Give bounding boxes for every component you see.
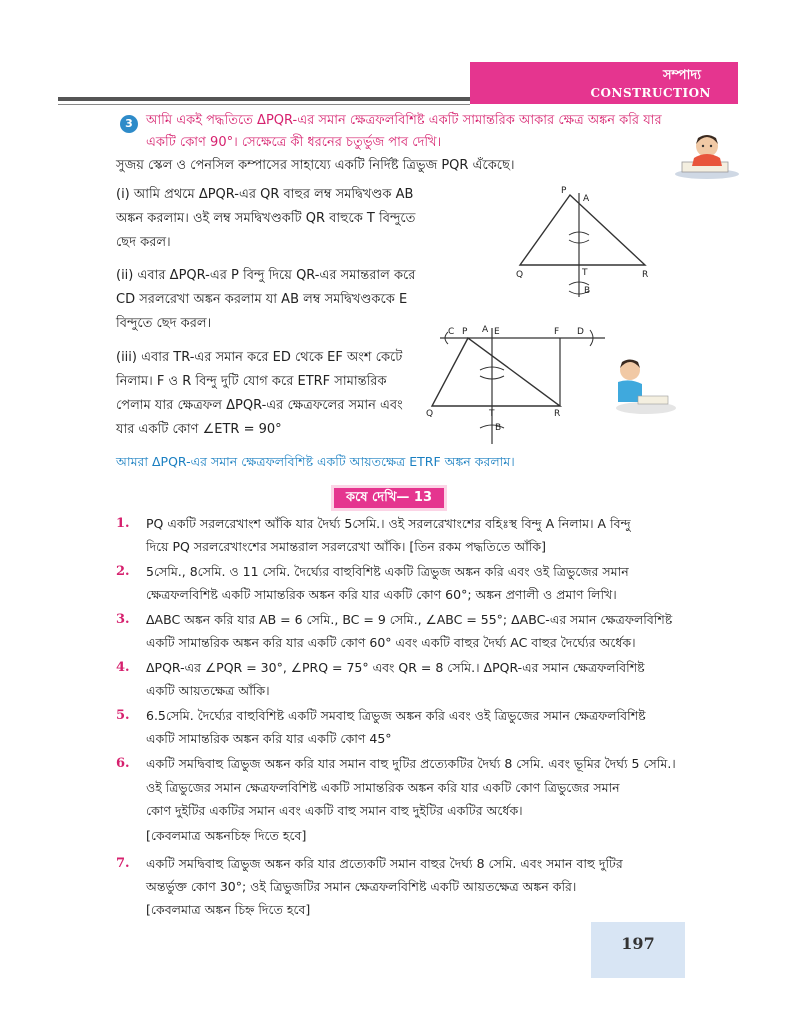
- question-6-line-1: একটি সমদ্বিবাহু ত্রিভুজ অঙ্কন করি যার সমান বাহু দুটির প্রত্যেকটির দৈর্ঘ্য 8 সেমি. এবং ভূমির দৈর্ঘ্য 5 সেমি.।: [146, 756, 676, 771]
- question-1-line-1: PQ একটি সরলরেখাংশ আঁকি যার দৈর্ঘ্য 5সেমি.। ওই সরলরেখাংশের বহিঃস্থ বিন্দু A নিলাম। A বিন্দু: [146, 516, 631, 531]
- question-number: 3.: [116, 612, 130, 627]
- fig2-label-C: C: [448, 327, 455, 337]
- step-1-text: (i) আমি প্রথমে ΔPQR-এর QR বাহুর লম্ব সমদ্বিখণ্ডক AB অঙ্কন করলাম। ওই লম্ব সমদ্বিখণ্ডকটি QR বাহুকে T বিন্দুতে ছেদ করল।: [116, 187, 416, 250]
- fig1-label-A: A: [583, 194, 590, 204]
- question-number: 2.: [116, 564, 130, 579]
- question-2-line-1: 5সেমি., 8সেমি. ও 11 সেমি. দৈর্ঘ্যের বাহুবিশিষ্ট একটি ত্রিভুজ অঙ্কন করি এবং ওই ত্রিভুজের সমান: [146, 564, 629, 579]
- question-6-line-2: ওই ত্রিভুজের সমান ক্ষেত্রফলবিশিষ্ট একটি সামান্তরিক অঙ্কন করি যার একটি কোণ ত্রিভুজের সমান: [146, 780, 620, 795]
- question-1-line-2: দিয়ে PQ সরলরেখাংশের সমান্তরাল সরলরেখা আঁকি। [তিন রকম পদ্ধতিতে আঁকি]: [146, 539, 546, 554]
- intro-subtext: সুজয় স্কেল ও পেনসিল কম্পাসের সাহায্যে একটি নির্দিষ্ট ত্রিভুজ PQR এঁকেছে।: [116, 158, 515, 173]
- fig2-label-E: E: [494, 327, 500, 337]
- fig2-label-T: T: [489, 409, 495, 419]
- chapter-title-bengali: সম্পাদ্য: [662, 68, 701, 83]
- question-6-line-3: কোণ দুইটির একটির সমান এবং একটি বাহু সমান বাহু দুইটির একটির অর্ধেক।: [146, 803, 523, 818]
- chapter-title-english: CONSTRUCTION: [590, 86, 711, 100]
- question-2-line-2: ক্ষেত্রফলবিশিষ্ট একটি সামান্তরিক অঙ্কন করি যার একটি কোণ 60°; অঙ্কন প্রণালী ও প্রমাণ লিখি।: [146, 587, 617, 602]
- question-4-line-1: ΔPQR-এর ∠PQR = 30°, ∠PRQ = 75° এবং QR = 8 সেমি.। ΔPQR-এর সমান ক্ষেত্রফলবিশিষ্ট: [146, 660, 645, 675]
- question-7-line-2: অন্তর্ভুক্ত কোণ 30°; ওই ত্রিভুজটির সমান ক্ষেত্রফলবিশিষ্ট একটি আয়তক্ষেত্র অঙ্কন করি।: [146, 879, 577, 894]
- figure-triangle-perpendicular-bisector: [505, 185, 665, 305]
- question-5-line-1: 6.5সেমি. দৈর্ঘ্যের বাহুবিশিষ্ট একটি সমবাহু ত্রিভুজ অঙ্কন করি এবং ওই ত্রিভুজের সমান ক্ষেত্রফলবিশিষ্ট: [146, 708, 646, 723]
- fig1-label-R: R: [642, 270, 649, 280]
- question-5-line-2: একটি সামান্তরিক অঙ্কন করি যার একটি কোণ 45°: [146, 731, 392, 746]
- step-2-text: (ii) এবার ΔPQR-এর P বিন্দু দিয়ে QR-এর সমান্তরাল করে CD সরলরেখা অঙ্কন করলাম যা AB লম্ব সমদ্বিখণ্ডককে E বিন্দুতে ছেদ করল।: [116, 268, 416, 331]
- question-number: 1.: [116, 516, 130, 531]
- header-rule-thin: [58, 104, 470, 105]
- girl-reading-illustration: [672, 128, 742, 180]
- fig2-label-D: D: [577, 327, 584, 337]
- intro-text: আমি একই পদ্ধতিতে ΔPQR-এর সমান ক্ষেত্রফলবিশিষ্ট একটি সামান্তরিক আকার ক্ষেত্র অঙ্কন করি যার একটি কোণ 90°। সেক্ষেত্রে কী ধরনের চতুর্ভুজ পাব দেখি।: [146, 113, 662, 150]
- fig2-label-B: B: [495, 423, 502, 433]
- page-number: 197: [621, 934, 655, 953]
- question-7-line-3: [কেবলমাত্র অঙ্কন চিহ্ন দিতে হবে]: [146, 902, 311, 917]
- fig1-label-Q: Q: [516, 270, 524, 280]
- question-number: 6.: [116, 756, 130, 771]
- fig1-label-P: P: [561, 186, 567, 196]
- fig2-label-Q: Q: [426, 409, 434, 419]
- question-7-line-1: একটি সমদ্বিবাহু ত্রিভুজ অঙ্কন করি যার প্রত্যেকটি সমান বাহুর দৈর্ঘ্য 8 সেমি. এবং সমান বাহু দুটির: [146, 856, 623, 871]
- girl-writing-illustration: [608, 354, 678, 416]
- question-6-line-4: [কেবলমাত্র অঙ্কনচিহ্ন দিতে হবে]: [146, 828, 307, 843]
- question-4-line-2: একটি আয়তক্ষেত্র আঁকি।: [146, 683, 270, 698]
- fig2-label-F: F: [554, 327, 560, 337]
- step-number-badge: 3: [120, 115, 138, 133]
- figure-rectangle-construction: [420, 324, 620, 450]
- step-3-text: (iii) এবার TR-এর সমান করে ED থেকে EF অংশ কেটে নিলাম। F ও R বিন্দু দুটি যোগ করে ETRF সামান্তরিক পেলাম যার ক্ষেত্রফল ΔPQR-এর ক্ষেত্রফলের সমান এবং যার একটি কোণ ∠ETR = 90°: [116, 350, 403, 437]
- question-number: 5.: [116, 708, 130, 723]
- fig2-label-A: A: [482, 325, 489, 335]
- question-number: 7.: [116, 856, 130, 871]
- conclusion-text: আমরা ΔPQR-এর সমান ক্ষেত্রফলবিশিষ্ট একটি আয়তক্ষেত্র ETRF অঙ্কন করলাম।: [116, 454, 515, 469]
- fig2-label-P: P: [462, 327, 468, 337]
- question-3-line-2: একটি সামান্তরিক অঙ্কন করি যার একটি কোণ 60° এবং একটি বাহুর দৈর্ঘ্য AC বাহুর দৈর্ঘ্যের অর্ধেক।: [146, 635, 636, 650]
- question-3-line-1: ΔABC অঙ্কন করি যার AB = 6 সেমি., BC = 9 সেমি., ∠ABC = 55°; ΔABC-এর সমান ক্ষেত্রফলবিশিষ্ট: [146, 612, 673, 627]
- fig1-label-T: T: [582, 268, 588, 278]
- exercise-heading: কষে দেখি— 13: [331, 485, 447, 511]
- question-number: 4.: [116, 660, 130, 675]
- fig2-label-R: R: [554, 409, 561, 419]
- fig1-label-B: B: [584, 286, 591, 296]
- header-rule: [58, 97, 470, 101]
